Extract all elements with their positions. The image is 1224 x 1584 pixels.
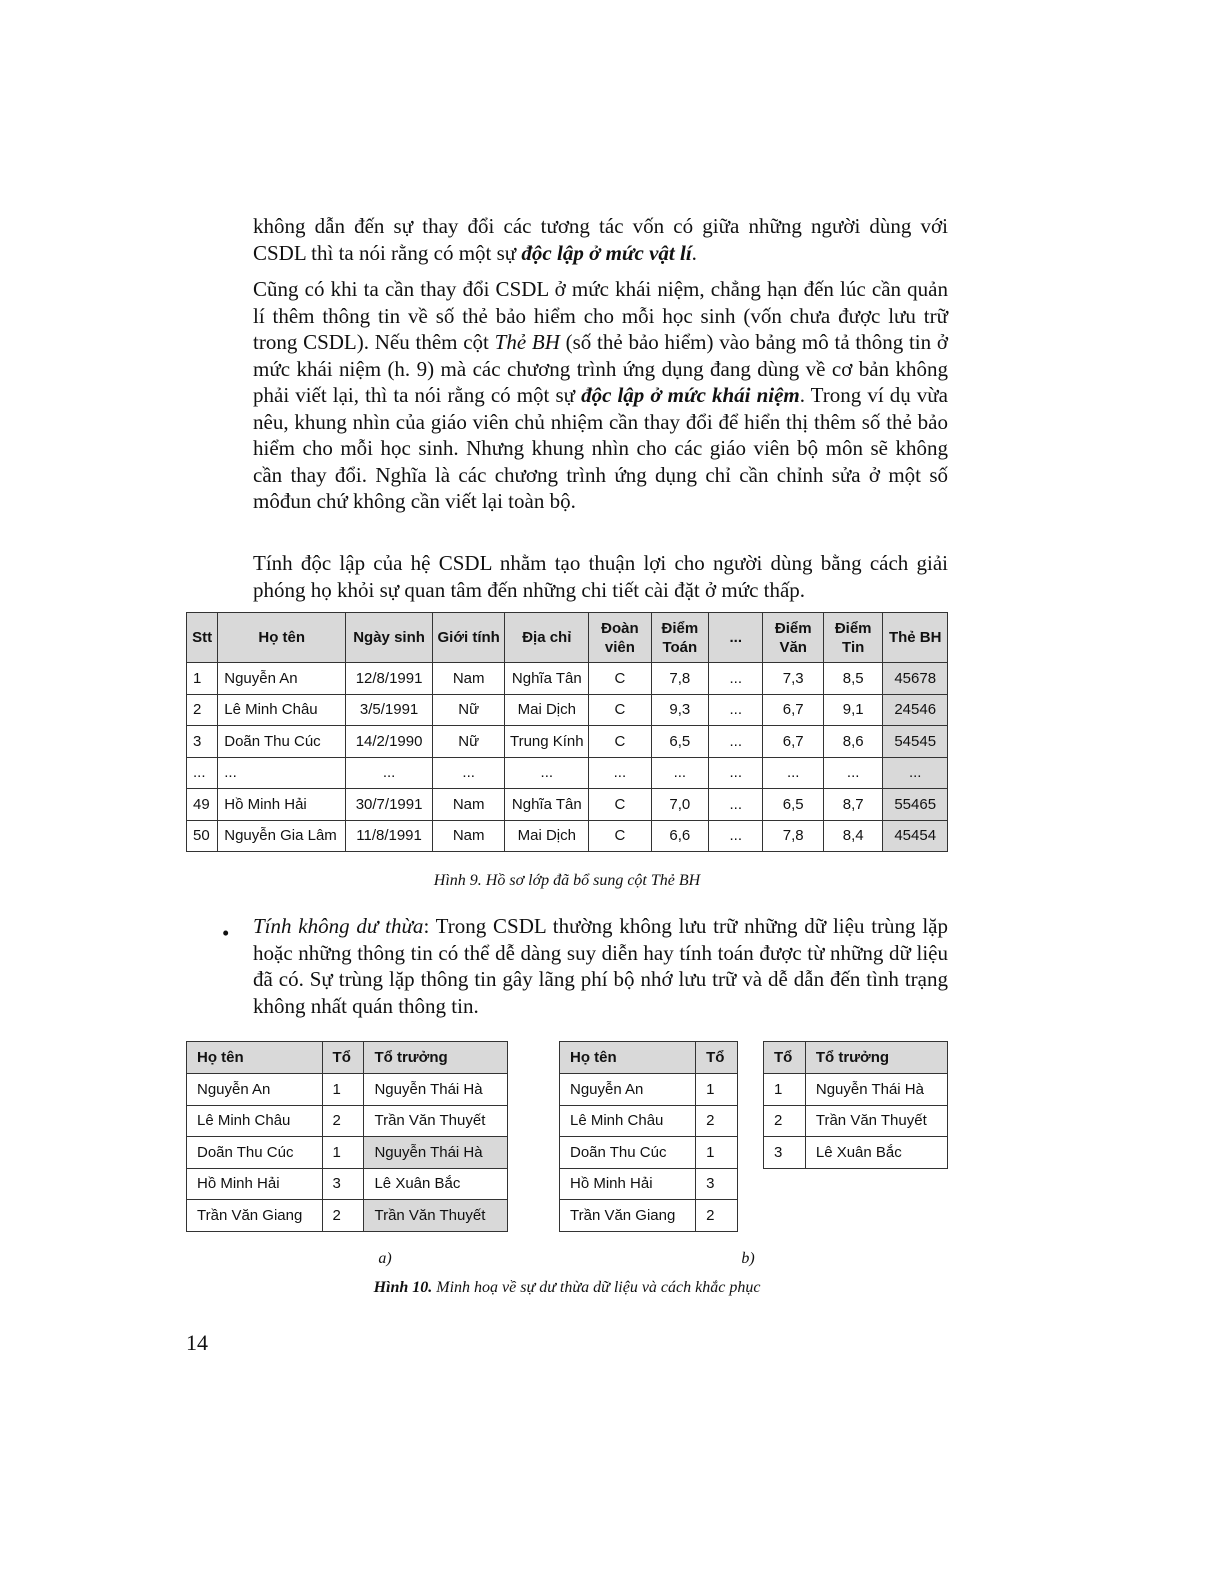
cell: 45454 xyxy=(883,820,948,852)
redundant-data-table xyxy=(186,1041,508,1232)
table-row xyxy=(187,1105,508,1137)
header-to: Tổ xyxy=(764,1042,806,1074)
paragraph-independence-benefit: Tính độc lập của hệ CSDL nhằm tạo thuận lợi cho người dùng bằng cách giải phóng họ khỏi sự quan tâm đến những chi tiết cài đặt ở mức thấp. xyxy=(253,551,948,602)
cell: Hồ Minh Hải xyxy=(560,1168,696,1200)
cell: 12/8/1991 xyxy=(346,663,433,695)
header-ngay-sinh: Ngày sinh xyxy=(346,613,433,663)
cell: 2 xyxy=(696,1105,738,1137)
cell: Trần Văn Giang xyxy=(187,1200,323,1232)
cell: 3 xyxy=(764,1137,806,1169)
table-row xyxy=(187,726,948,758)
cell: ... xyxy=(709,820,763,852)
cell: 3 xyxy=(696,1168,738,1200)
cell: Nguyễn An xyxy=(218,663,346,695)
cell: Nguyễn Gia Lâm xyxy=(218,820,346,852)
table-row xyxy=(560,1137,738,1169)
cell: ... xyxy=(763,757,823,789)
table-row xyxy=(764,1105,948,1137)
cell: Lê Minh Châu xyxy=(560,1105,696,1137)
header-to: Tổ xyxy=(696,1042,738,1074)
cell: Nguyễn Thái Hà xyxy=(364,1074,508,1106)
header-to-truong: Tổ trưởng xyxy=(805,1042,947,1074)
table-row xyxy=(187,820,948,852)
cell: 45678 xyxy=(883,663,948,695)
cell: ... xyxy=(218,757,346,789)
cell: 2 xyxy=(322,1200,364,1232)
cell: ... xyxy=(709,726,763,758)
cell: ... xyxy=(883,757,948,789)
header-doan-vien: Đoàn viên xyxy=(589,613,651,663)
cell: 24546 xyxy=(883,694,948,726)
student-group-table xyxy=(559,1041,738,1232)
cell: ... xyxy=(709,757,763,789)
table-row xyxy=(764,1137,948,1169)
table-row xyxy=(187,663,948,695)
cell: C xyxy=(589,820,651,852)
cell: ... xyxy=(651,757,708,789)
header-dia-chi: Địa chỉ xyxy=(505,613,589,663)
cell: ... xyxy=(505,757,589,789)
header-diem-tin: Điểm Tin xyxy=(823,613,882,663)
table-row xyxy=(187,1137,508,1169)
cell: 7,3 xyxy=(763,663,823,695)
cell: 3/5/1991 xyxy=(346,694,433,726)
cell: 1 xyxy=(696,1137,738,1169)
cell: 2 xyxy=(187,694,218,726)
bullet-icon: • xyxy=(222,921,230,945)
cell: 2 xyxy=(696,1200,738,1232)
cell: ... xyxy=(823,757,882,789)
cell: Nguyễn Thái Hà xyxy=(805,1074,947,1106)
cell: C xyxy=(589,726,651,758)
cell: 7,8 xyxy=(763,820,823,852)
cell: Nữ xyxy=(432,694,505,726)
cell: Trần Văn Thuyết xyxy=(364,1105,508,1137)
cell: Nghĩa Tân xyxy=(505,789,589,821)
cell: 6,7 xyxy=(763,726,823,758)
figure-10-caption: Hình 10. Minh hoạ về sự dư thừa dữ liệu và cách khắc phục xyxy=(373,1279,761,1296)
cell: 6,5 xyxy=(763,789,823,821)
cell: 49 xyxy=(187,789,218,821)
header-stt: Stt xyxy=(187,613,218,663)
cell: 30/7/1991 xyxy=(346,789,433,821)
cell: 1 xyxy=(322,1074,364,1106)
cell: Nguyễn An xyxy=(560,1074,696,1106)
cell: Mai Dịch xyxy=(505,820,589,852)
table-row xyxy=(560,1200,738,1232)
cell: ... xyxy=(709,663,763,695)
table-row xyxy=(187,789,948,821)
cell: 7,8 xyxy=(651,663,708,695)
cell: 2 xyxy=(764,1105,806,1137)
cell: ... xyxy=(432,757,505,789)
table-header-row xyxy=(560,1042,738,1074)
table-header-row xyxy=(187,1042,508,1074)
cell: Nam xyxy=(432,820,505,852)
cell: Nguyễn An xyxy=(187,1074,323,1106)
cell: Doãn Thu Cúc xyxy=(560,1137,696,1169)
cell: Doãn Thu Cúc xyxy=(218,726,346,758)
cell: 6,7 xyxy=(763,694,823,726)
header-diem-van: Điểm Văn xyxy=(763,613,823,663)
cell: 3 xyxy=(187,726,218,758)
cell: ... xyxy=(589,757,651,789)
cell: Hồ Minh Hải xyxy=(187,1168,323,1200)
table-row xyxy=(187,1168,508,1200)
paragraph-physical-independence: không dẫn đến sự thay đổi các tương tác vốn có giữa những người dùng với CSDL thì ta nói rằng có một sự độc lập ở mức vật lí. xyxy=(253,214,948,265)
paragraph-non-redundancy: Tính không dư thừa: Trong CSDL thường không lưu trữ những dữ liệu trùng lặp hoặc những thông tin có thể dễ dàng suy diễn hay tính toán được từ những dữ liệu đã có. Sự trùng lặp thông tin gây lãng phí bộ nhớ lưu trữ và dễ dẫn đến tình trạng không nhất quán thông tin. xyxy=(253,914,949,1018)
cell: Nghĩa Tân xyxy=(505,663,589,695)
cell: Lê Minh Châu xyxy=(187,1105,323,1137)
cell: 54545 xyxy=(883,726,948,758)
cell: 3 xyxy=(322,1168,364,1200)
cell: C xyxy=(589,694,651,726)
table-row xyxy=(187,694,948,726)
group-leader-table xyxy=(763,1041,948,1169)
cell: 8,6 xyxy=(823,726,882,758)
cell: ... xyxy=(709,694,763,726)
cell: Lê Xuân Bắc xyxy=(364,1168,508,1200)
header-to: Tổ xyxy=(322,1042,364,1074)
cell: 6,5 xyxy=(651,726,708,758)
subfigure-a-label: a) xyxy=(378,1250,392,1267)
cell: 1 xyxy=(764,1074,806,1106)
cell: Nữ xyxy=(432,726,505,758)
class-record-table xyxy=(186,612,948,852)
header-ho-ten: Họ tên xyxy=(187,1042,323,1074)
cell: Nam xyxy=(432,663,505,695)
cell: ... xyxy=(709,789,763,821)
cell: Trung Kính xyxy=(505,726,589,758)
cell: Trần Văn Giang xyxy=(560,1200,696,1232)
cell: 1 xyxy=(322,1137,364,1169)
cell: 8,4 xyxy=(823,820,882,852)
table-row xyxy=(187,757,948,789)
cell: 1 xyxy=(696,1074,738,1106)
cell: 8,7 xyxy=(823,789,882,821)
table-row xyxy=(560,1074,738,1106)
cell: ... xyxy=(187,757,218,789)
subfigure-b-label: b) xyxy=(741,1250,755,1267)
cell: C xyxy=(589,789,651,821)
cell: Trần Văn Thuyết xyxy=(805,1105,947,1137)
paragraph-conceptual-independence: Cũng có khi ta cần thay đổi CSDL ở mức khái niệm, chẳng hạn đến lúc cần quản lí thêm thông tin về số thẻ bảo hiểm cho mỗi học sinh (vốn chưa được lưu trữ trong CSDL). Nếu thêm cột Thẻ BH (số thẻ bảo hiểm) vào bảng mô tả thông tin ở mức khái niệm (h. 9) mà các chương trình ứng dụng đang dùng về cơ bản không phải viết lại, thì ta nói rằng có một sự độc lập ở mức khái niệm. Trong ví dụ vừa nêu, khung nhìn của giáo viên chủ nhiệm cần thay đổi để hiển thị thêm số thẻ bảo hiểm cho mỗi học sinh. Nhưng khung nhìn cho các giáo viên bộ môn sẽ không cần thay đổi. Nghĩa là các chương trình ứng dụng chỉ cần chỉnh sửa ở một số môđun chứ không cần viết lại toàn bộ. xyxy=(253,277,949,513)
header-ellipsis: ... xyxy=(709,613,763,663)
cell: ... xyxy=(346,757,433,789)
cell: 9,1 xyxy=(823,694,882,726)
cell: 9,3 xyxy=(651,694,708,726)
table-row xyxy=(560,1105,738,1137)
header-ho-ten: Họ tên xyxy=(218,613,346,663)
cell: 14/2/1990 xyxy=(346,726,433,758)
page-number: 14 xyxy=(186,1330,208,1355)
header-gioi-tinh: Giới tính xyxy=(432,613,505,663)
table-row xyxy=(187,1200,508,1232)
cell: 2 xyxy=(322,1105,364,1137)
table-row xyxy=(560,1168,738,1200)
header-ho-ten: Họ tên xyxy=(560,1042,696,1074)
cell: Nguyễn Thái Hà xyxy=(364,1137,508,1169)
cell: Mai Dịch xyxy=(505,694,589,726)
table-header-row xyxy=(187,613,948,663)
cell: 55465 xyxy=(883,789,948,821)
cell: Trần Văn Thuyết xyxy=(364,1200,508,1232)
header-to-truong: Tổ trưởng xyxy=(364,1042,508,1074)
cell: Lê Xuân Bắc xyxy=(805,1137,947,1169)
cell: 50 xyxy=(187,820,218,852)
cell: 8,5 xyxy=(823,663,882,695)
header-the-bh: Thẻ BH xyxy=(883,613,948,663)
cell: Hồ Minh Hải xyxy=(218,789,346,821)
table-header-row xyxy=(764,1042,948,1074)
cell: 6,6 xyxy=(651,820,708,852)
table-row xyxy=(764,1074,948,1106)
cell: 1 xyxy=(187,663,218,695)
figure-9-caption: Hình 9. Hồ sơ lớp đã bổ sung cột Thẻ BH xyxy=(433,872,701,889)
cell: C xyxy=(589,663,651,695)
cell: Doãn Thu Cúc xyxy=(187,1137,323,1169)
cell: Lê Minh Châu xyxy=(218,694,346,726)
table-row xyxy=(187,1074,508,1106)
cell: 7,0 xyxy=(651,789,708,821)
cell: Nam xyxy=(432,789,505,821)
cell: 11/8/1991 xyxy=(346,820,433,852)
header-diem-toan: Điểm Toán xyxy=(651,613,708,663)
